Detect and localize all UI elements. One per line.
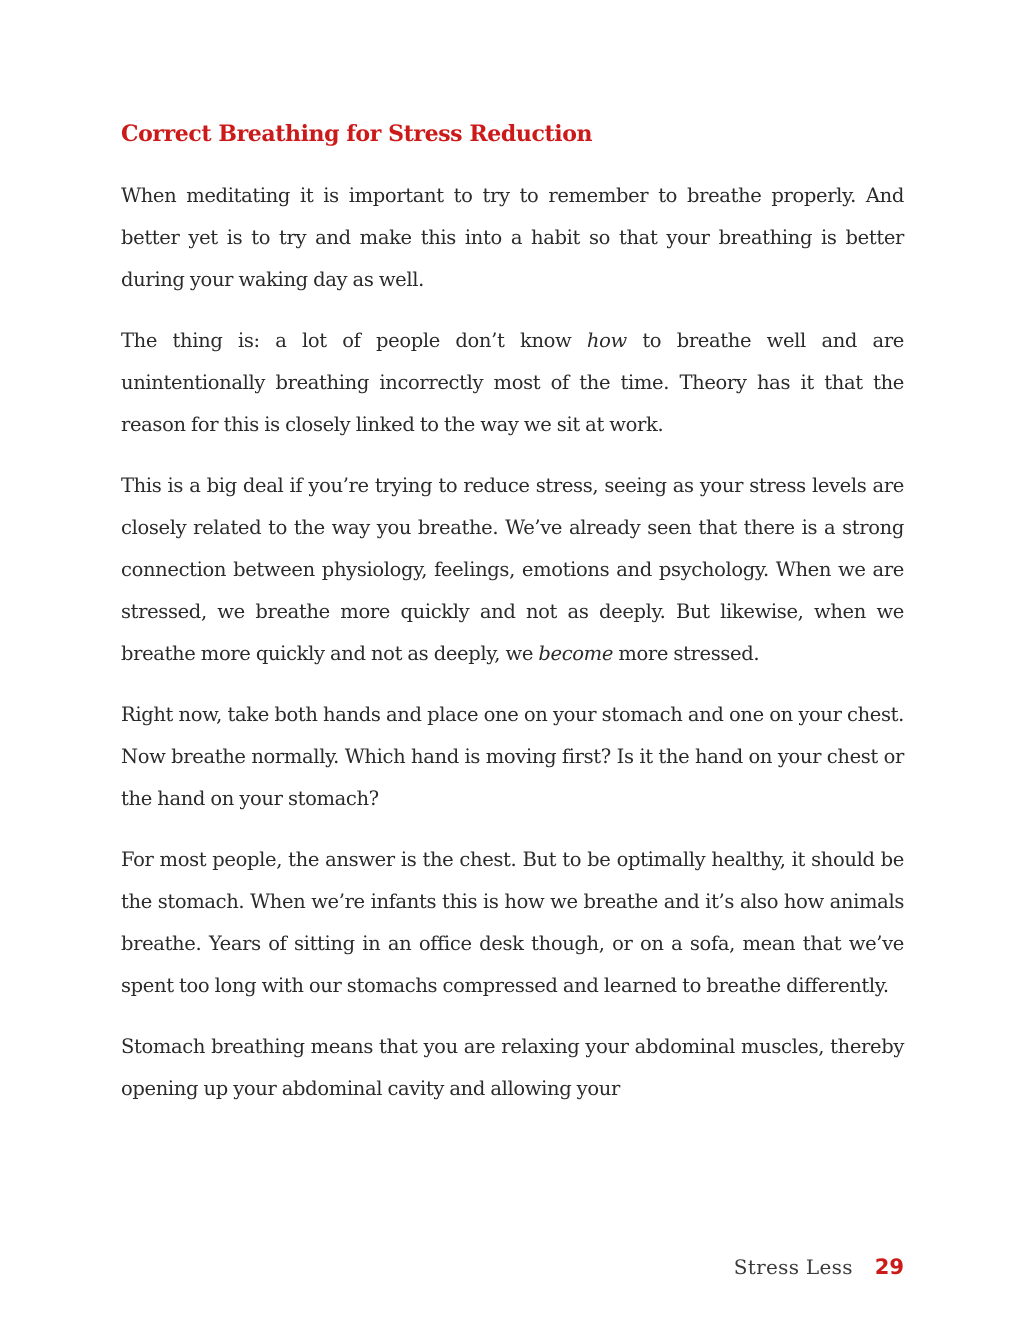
emphasis-text: how: [586, 329, 627, 352]
paragraph-text: This is a big deal if you’re trying to reduce stress, seeing as your stress levels are closely related to the way you breathe. We’ve already seen that there is a strong connection between physiology, feelings, emotions and psychology. When we are stressed, we breathe more quickly and not as deeply. But likewise, when we breathe more quickly and not as deeply, we: [121, 474, 904, 665]
paragraph: [121, 320, 904, 446]
page-footer: [734, 1255, 904, 1279]
running-title: Stress Less: [733, 1255, 853, 1279]
paragraph: [121, 839, 904, 1007]
paragraph-text: to breathe well and are unintentionally breathing incorrectly most of the time. Theory has it that the reason for this is closely linked to the way we sit at work.: [121, 329, 904, 436]
paragraph: [121, 694, 904, 820]
emphasis-text: become: [538, 642, 614, 665]
paragraph-text: more stressed.: [613, 642, 760, 665]
paragraph-text: For most people, the answer is the chest. But to be optimally healthy, it should be the stomach. When we’re infants this is how we breathe and it’s also how animals breathe. Years of sitting in an office desk though, or on a sofa, mean that we’ve spent too long with our stomachs compressed and learned to breathe differently.: [121, 848, 904, 997]
paragraph-text: Right now, take both hands and place one on your stomach and one on your chest. Now breathe normally. Which hand is moving first? Is it the hand on your chest or the hand on your stomach?: [121, 703, 904, 810]
paragraph-text: Stomach breathing means that you are relaxing your abdominal muscles, thereby opening up your abdominal cavity and allowing your: [121, 1035, 904, 1100]
paragraph-text: When meditating it is important to try to remember to breathe properly. And better yet is to try and make this into a habit so that your breathing is better during your waking day as well.: [121, 184, 904, 291]
body-text: [121, 175, 904, 1129]
section-heading: Correct Breathing for Stress Reduction: [121, 121, 593, 147]
page-number: 29: [874, 1255, 904, 1279]
paragraph: [121, 465, 904, 675]
paragraph: [121, 1026, 904, 1110]
paragraph: [121, 175, 904, 301]
paragraph-text: The thing is: a lot of people don’t know: [121, 329, 587, 352]
